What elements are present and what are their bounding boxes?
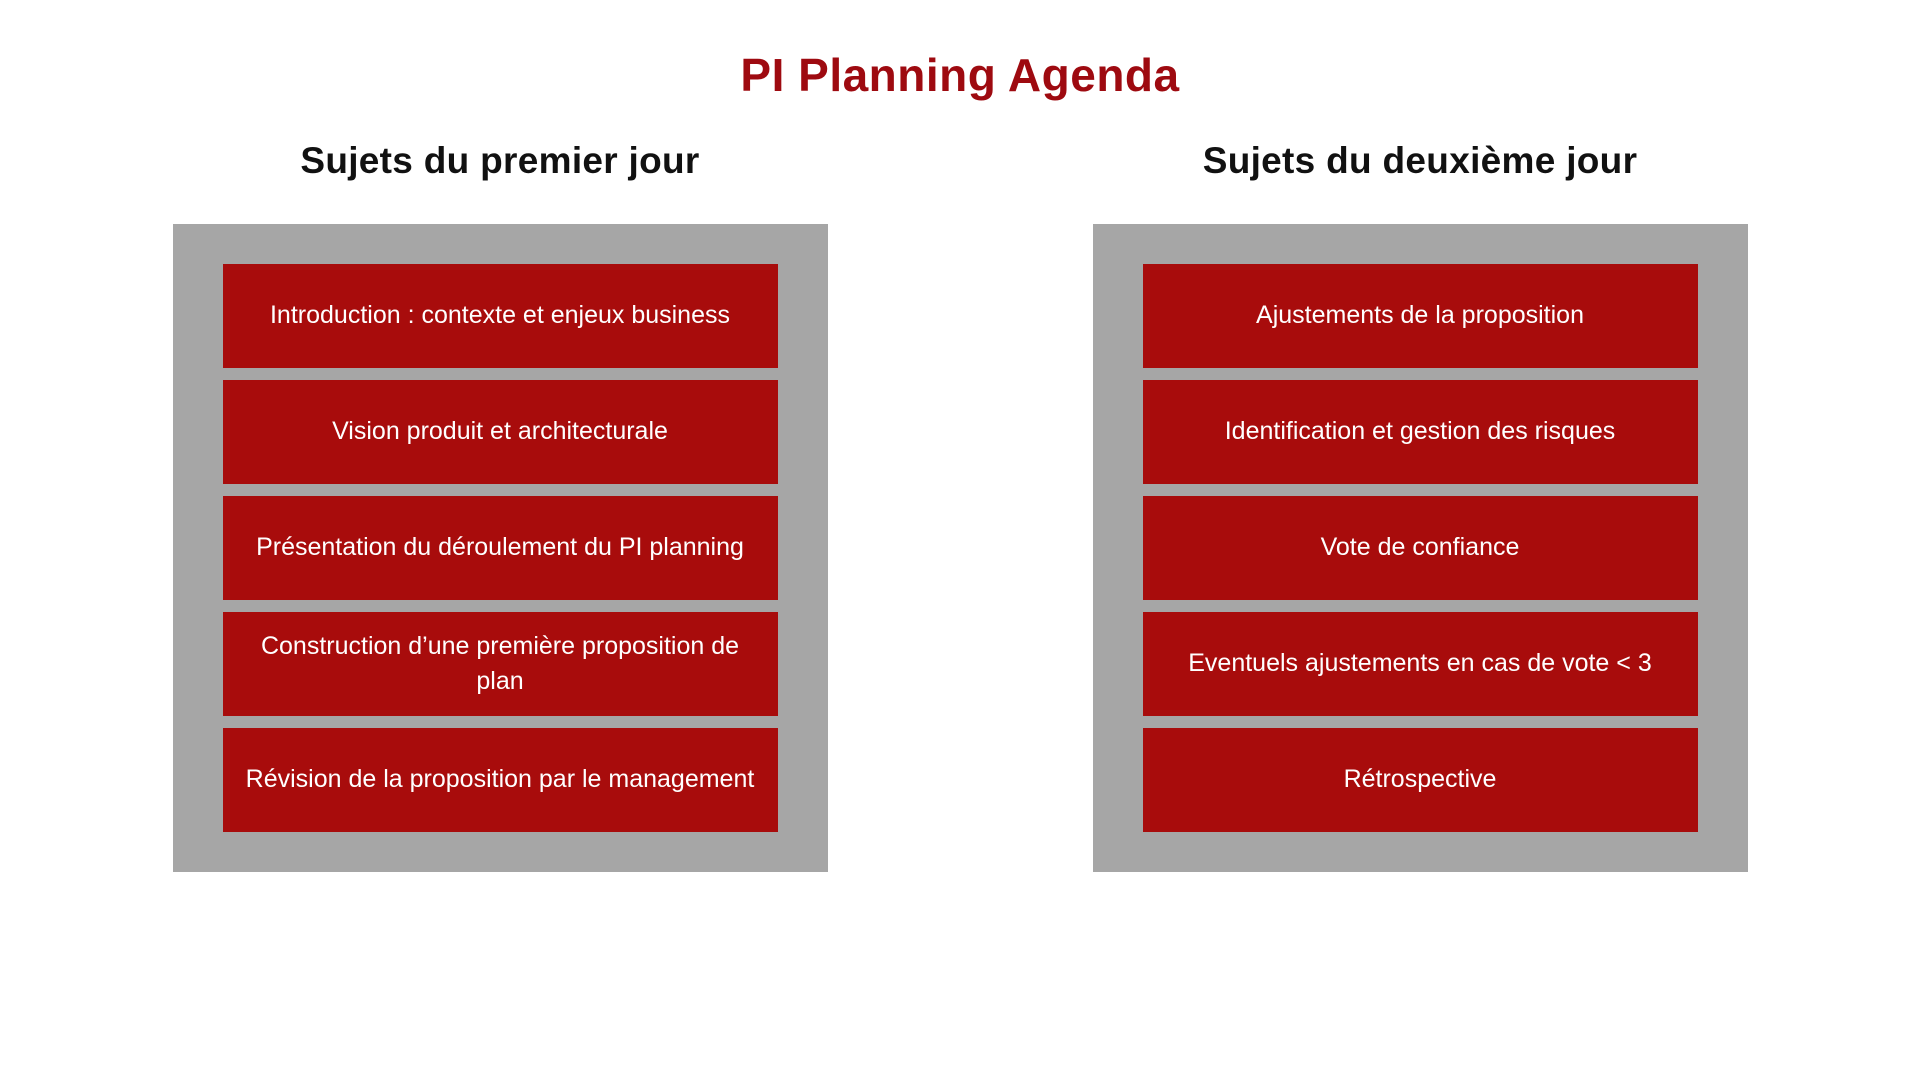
page-title: PI Planning Agenda [740, 49, 1180, 101]
list-item: Eventuels ajustements en cas de vote < 3 [1143, 612, 1698, 716]
list-item: Rétrospective [1143, 728, 1698, 832]
list-item: Construction d’une première proposition de plan [223, 612, 778, 716]
column-title-day-two: Sujets du deuxième jour [1202, 140, 1638, 181]
list-item: Identification et gestion des risques [1143, 380, 1698, 484]
agenda-column-day-one [170, 140, 830, 872]
agenda-column-day-two [1090, 140, 1750, 872]
agenda-columns [0, 140, 1920, 872]
list-item: Vote de confiance [1143, 496, 1698, 600]
list-item: Révision de la proposition par le management [223, 728, 778, 832]
list-item: Présentation du déroulement du PI planning [223, 496, 778, 600]
panel-day-one [173, 224, 828, 872]
list-item: Ajustements de la proposition [1143, 264, 1698, 368]
list-item: Vision produit et architecturale [223, 380, 778, 484]
panel-day-two [1093, 224, 1748, 872]
list-item: Introduction : contexte et enjeux business [223, 264, 778, 368]
column-title-day-one: Sujets du premier jour [300, 140, 700, 181]
